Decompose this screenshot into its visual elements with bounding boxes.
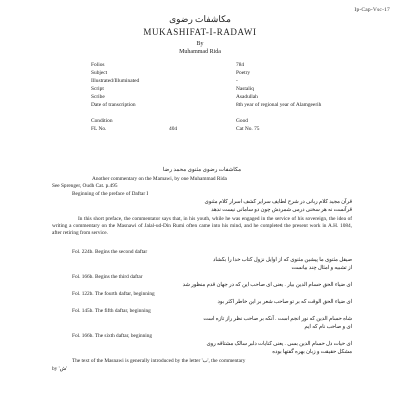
meta-row-subject [91, 70, 351, 78]
meta-row-scribe [91, 94, 351, 102]
closing-line-2: by 'ش' [52, 366, 68, 372]
meta-value: Asadullah [236, 94, 258, 100]
daftar-3-heading: Fol. 166b. Begins the third daftar [72, 274, 143, 280]
metadata-table [91, 62, 351, 135]
persian-line: ای و صاحب نام که ایم [304, 324, 352, 330]
document-title: MUKASHIFAT-I-RADAWI [143, 27, 257, 37]
meta-label: Condition [91, 118, 113, 124]
meta-label: Scribe [91, 94, 105, 100]
author-name: Muhammad Rida [179, 49, 221, 55]
beginning-line: Beginning of the preface of Daftar I [72, 191, 149, 197]
meta-label: FL No. [91, 126, 107, 132]
persian-line: مشکل حقیقت و زبان بهره گفتها بوده [272, 349, 352, 355]
body-paragraph: In this short preface, the commentator says that, in his youth, while he was engaged in the service of his sovereign, the idea of writing a commentary on the Masnawi of Jalal-ud-Din Rumi often came into his mind, and he completed the present work in A.H. 1084, after retiring from service. [52, 216, 352, 237]
persian-line: صیقل مثنوی ما پیشین مثنوی که از اوایل نزول کتاب خدا را بکشاد [213, 257, 352, 263]
meta-label: Folios [91, 62, 105, 68]
persian-line: ای ضیاء الحق الوقت که بر تو صاحب شعر بر این خاطر اکثر بود [217, 299, 352, 305]
meta-value: 784 [236, 62, 245, 68]
meta-value: - [236, 78, 238, 84]
closing-line-1: The text of the Masnawi is generally introduced by the letter 'ب', the commentary [72, 358, 246, 364]
meta-value: Poetry [236, 70, 251, 76]
meta-value: 8th year of regional year of Alamgeerih [236, 102, 322, 108]
persian-line: قرآن مجید کلام ربانی در شرح لطایف سرایر کشف اسرار کلام مثنوی [204, 199, 352, 205]
meta-fl-number: 404 [169, 126, 178, 132]
meta-value: Nastaliq [236, 86, 254, 92]
intro-line-2: See Sprenger, Oudh Cat. p.495 [52, 183, 118, 189]
meta-row-condition [91, 118, 351, 126]
persian-line: شاه حسام الدین که نور انجم است . آنکه بر صاحب نظر راز تازه است [203, 316, 352, 322]
meta-value: Good [236, 118, 248, 124]
daftar-4-heading: Fol. 122b. The fourth daftar, beginning [72, 291, 155, 297]
meta-row-fl-no [91, 126, 351, 135]
persian-line: ای ضیاء الحق حسام الدین بیار . یعنی ای صاحب این که در جهان قدم منظور شد [182, 282, 352, 288]
title-persian: مكاشفات رضوى [169, 14, 231, 24]
persian-line: قرآنست نه هر سخنی درمی شمردش چون دو سامانی نیست ندهد [211, 207, 352, 213]
persian-line: از تشبیه و امثال چند بیانست [291, 265, 352, 271]
intro-line-1: Another commentary on the Mamawi, by one Muhammad Rida [92, 176, 227, 182]
persian-line: ای حیات دل حسام الدین بسی . یعنی کنایات دلبر سالک مشتاقه روی [206, 341, 352, 347]
page-id: Ip-Cap-Vsc-17 [354, 7, 390, 13]
meta-label: Script [91, 86, 104, 92]
daftar-5-heading: Fol. 145b. The fifth daftar, beginning [72, 308, 151, 314]
meta-label: Illustrated/Illuminated [91, 78, 140, 84]
daftar-2-heading: Fol. 224b. Begins the second daftar [72, 249, 148, 255]
by-label: By [196, 41, 204, 47]
meta-row-folios [91, 62, 351, 70]
meta-row-script [91, 86, 351, 94]
meta-value: Cat No. 75 [236, 126, 260, 132]
meta-label: Subject [91, 70, 108, 76]
intro-persian: مكاشفات رضوى مثنوى محمد رضا [162, 167, 242, 173]
meta-row-illustrated [91, 78, 351, 86]
meta-row-date [91, 102, 351, 118]
daftar-6-heading: Fol. 166b. The sixth daftar, beginning [72, 333, 153, 339]
meta-label: Date of transcription [91, 102, 136, 108]
